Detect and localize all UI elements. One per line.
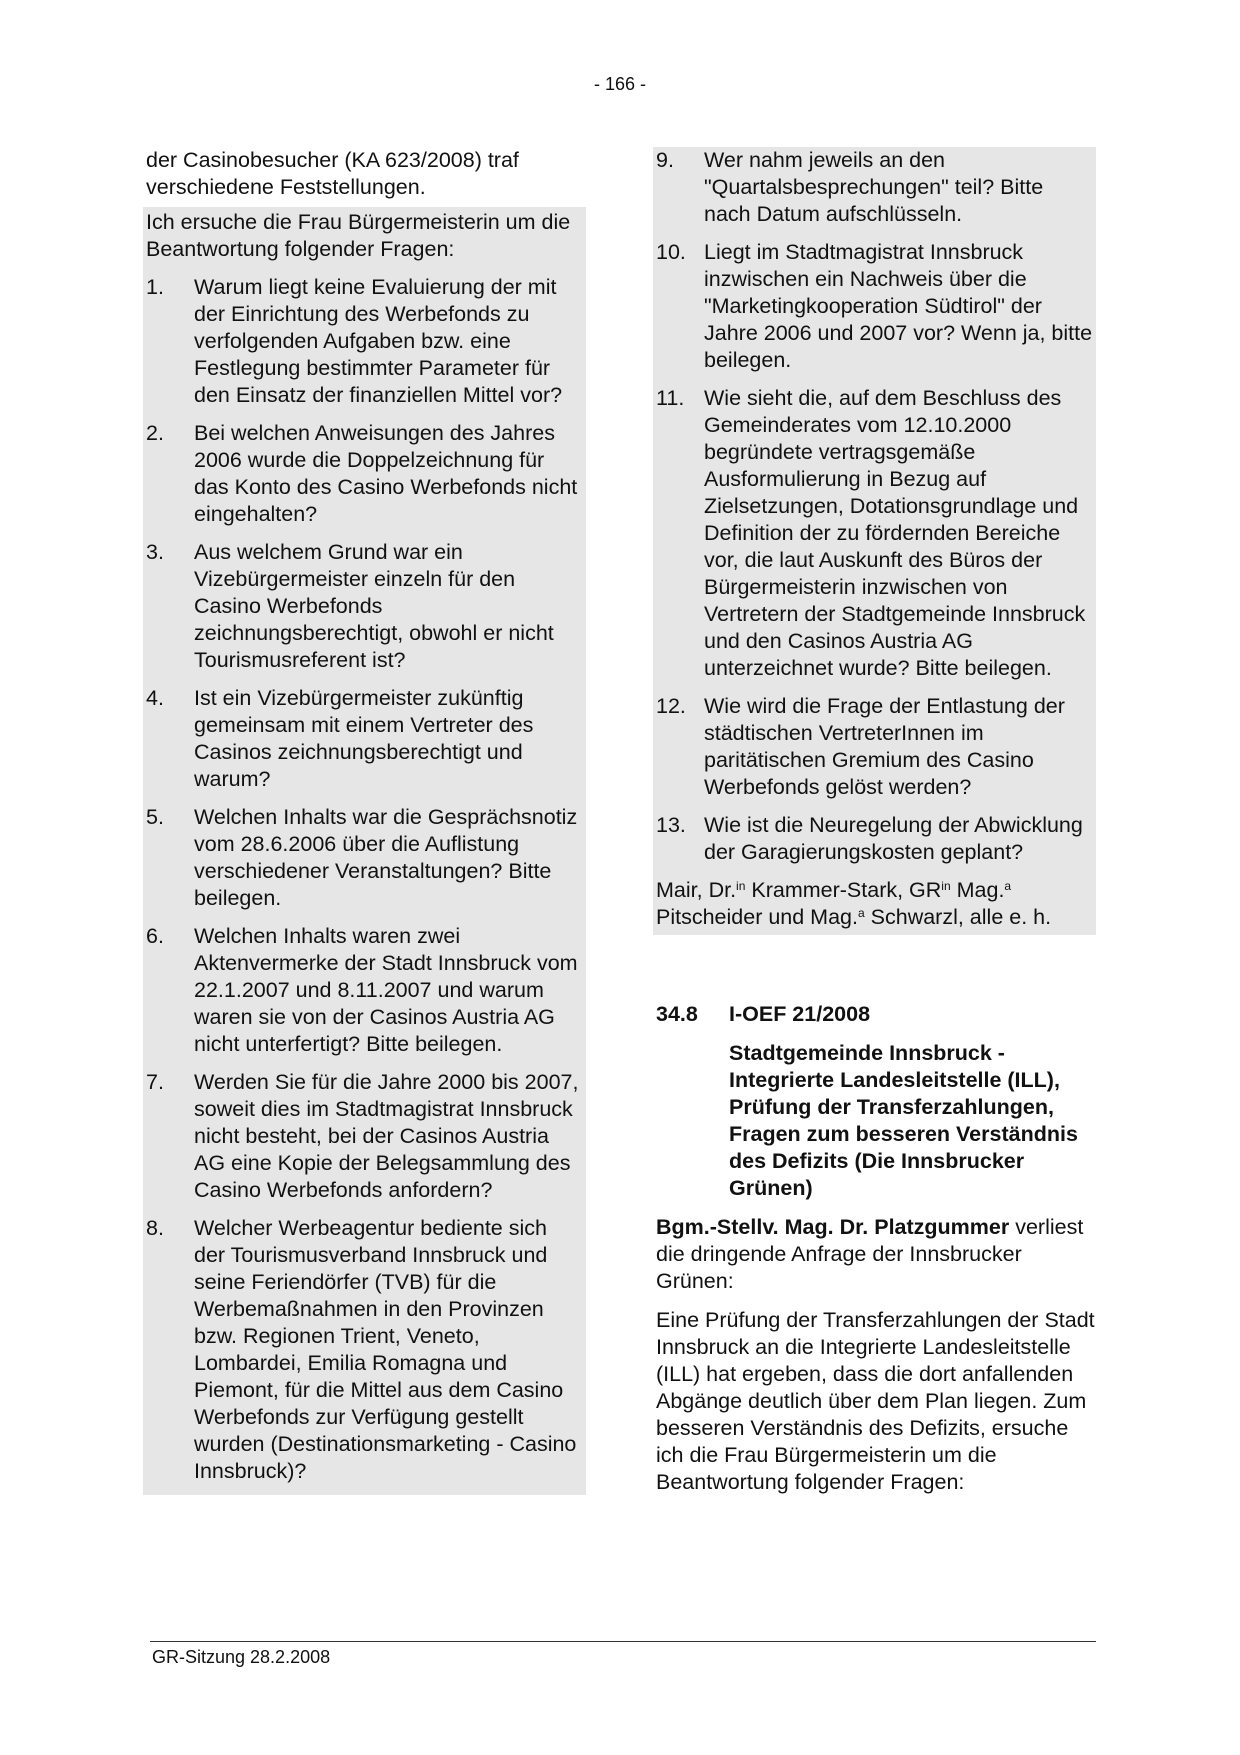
- question-9: 9. Wer nahm jeweils an den "Quartalsbesprechungen" teil? Bitte nach Datum aufschlüsseln.: [656, 148, 1044, 226]
- request-text: Ich ersuche die Frau Bürgermeisterin um die Beantwortung folgender Fragen:: [146, 210, 571, 261]
- question-1: 1. Warum liegt keine Evaluierung der mit der Einrichtung des Werbefonds zu verfolgenden Aufgaben bzw. eine Festlegung bestimmter Parameter für den Einsatz der finanziellen Mittel vor?: [146, 275, 563, 407]
- question-13: 13. Wie ist die Neuregelung der Abwicklung der Garagierungskosten geplant?: [656, 813, 1083, 864]
- footer-text: GR-Sitzung 28.2.2008: [152, 1647, 331, 1667]
- question-11: 11. Wie sieht die, auf dem Beschluss des Gemeinderates vom 12.10.2000 begründete vertragsgemäße Ausformulierung in Bezug auf Zielsetzungen, Dotationsgrundlage und Definition der zu fördernden Bereiche vor, die laut Auskunft des Büros der Bürgermeisterin inzwischen von Vertretern der Stadtgemeinde Innsbruck und den Casinos Austria AG unterzeichnet wurde? Bitte beilegen.: [656, 386, 1086, 680]
- question-block-right: [653, 147, 1096, 935]
- speaker-name: Bgm.-Stellv. Mag. Dr. Platzgummer: [656, 1215, 1010, 1239]
- question-3: 3. Aus welchem Grund war ein Vizebürgermeister einzeln für den Casino Werbefonds zeichnungsberechtigt, obwohl er nicht Tourismusreferent ist?: [146, 540, 554, 672]
- question-12: 12. Wie wird die Frage der Entlastung der städtischen VertreterInnen im paritätischen Gremium des Casino Werbefonds gelöst werden?: [656, 694, 1065, 799]
- question-block-left: [143, 207, 586, 1495]
- speaker-paragraph: Bgm.-Stellv. Mag. Dr. Platzgummer verliest die dringende Anfrage der Innsbrucker Grünen:: [656, 1215, 1084, 1293]
- left-column: [146, 147, 586, 1495]
- section-heading: [656, 1001, 1096, 1028]
- right-column: [656, 147, 1096, 1496]
- body-paragraph: Eine Prüfung der Transferzahlungen der Stadt Innsbruck an die Integrierte Landesleitstelle (ILL) hat ergeben, dass die dort anfallenden Abgänge deutlich über dem Plan liegen. Zum besseren Verständnis des Defizits, ersuche ich die Frau Bürgermeisterin um die Beantwortung folgender Fragen:: [656, 1308, 1095, 1494]
- footer-divider: [150, 1641, 1096, 1642]
- question-8: 8. Welcher Werbeagentur bediente sich der Tourismusverband Innsbruck und seine Feriendörfer (TVB) für die Werbemaßnahmen in den Provinzen bzw. Regionen Trient, Veneto, Lombardei, Emilia Romagna und Piemont, für die Mittel aus dem Casino Werbefonds zur Verfügung gestellt wurden (Destinationsmarketing - Casino Innsbruck)?: [146, 1216, 577, 1483]
- question-5: 5. Welchen Inhalts war die Gesprächsnotiz vom 28.6.2006 über die Auflistung verschiedener Veranstaltungen? Bitte beilegen.: [146, 805, 578, 910]
- question-7: 7. Werden Sie für die Jahre 2000 bis 2007, soweit dies im Stadtmagistrat Innsbruck nicht besteht, bei der Casinos Austria AG eine Kopie der Belegsammlung des Casino Werbefonds anfordern?: [146, 1070, 579, 1202]
- section-code: I-OEF 21/2008: [729, 1002, 871, 1026]
- intro-text: der Casinobesucher (KA 623/2008) traf verschiedene Feststellungen.: [146, 148, 519, 199]
- section-number: 34.8: [656, 1002, 698, 1026]
- question-6: 6. Welchen Inhalts waren zwei Aktenvermerke der Stadt Innsbruck vom 22.1.2007 und 8.11.2007 und warum waren sie von der Casinos Austria AG nicht unterfertigt? Bitte beilegen.: [146, 924, 578, 1056]
- question-4: 4. Ist ein Vizebürgermeister zukünftig gemeinsam mit einem Vertreter des Casinos zeichnungsberechtigt und warum?: [146, 686, 534, 791]
- signers: Mair, Dr.$^{in}$ Krammer-Stark, $GR^{in}$ Mag.$^a$ Pitscheider und Mag.$^a$ Schwarzl, alle e. h.: [656, 878, 1052, 929]
- section-title: Stadtgemeinde Innsbruck - Integrierte Landesleitstelle (ILL), Prüfung der Transferzahlungen, Fragen zum besseren Verständnis des Defizits (Die Innsbrucker Grünen): [729, 1041, 1078, 1200]
- question-10: 10. Liegt im Stadtmagistrat Innsbruck inzwischen ein Nachweis über die "Marketingkooperation Südtirol" der Jahre 2006 und 2007 vor? Wenn ja, bitte beilegen.: [656, 240, 1093, 372]
- page-number: - 166 -: [593, 74, 647, 94]
- question-2: 2. Bei welchen Anweisungen des Jahres 2006 wurde die Doppelzeichnung für das Konto des Casino Werbefonds nicht eingehalten?: [146, 421, 578, 526]
